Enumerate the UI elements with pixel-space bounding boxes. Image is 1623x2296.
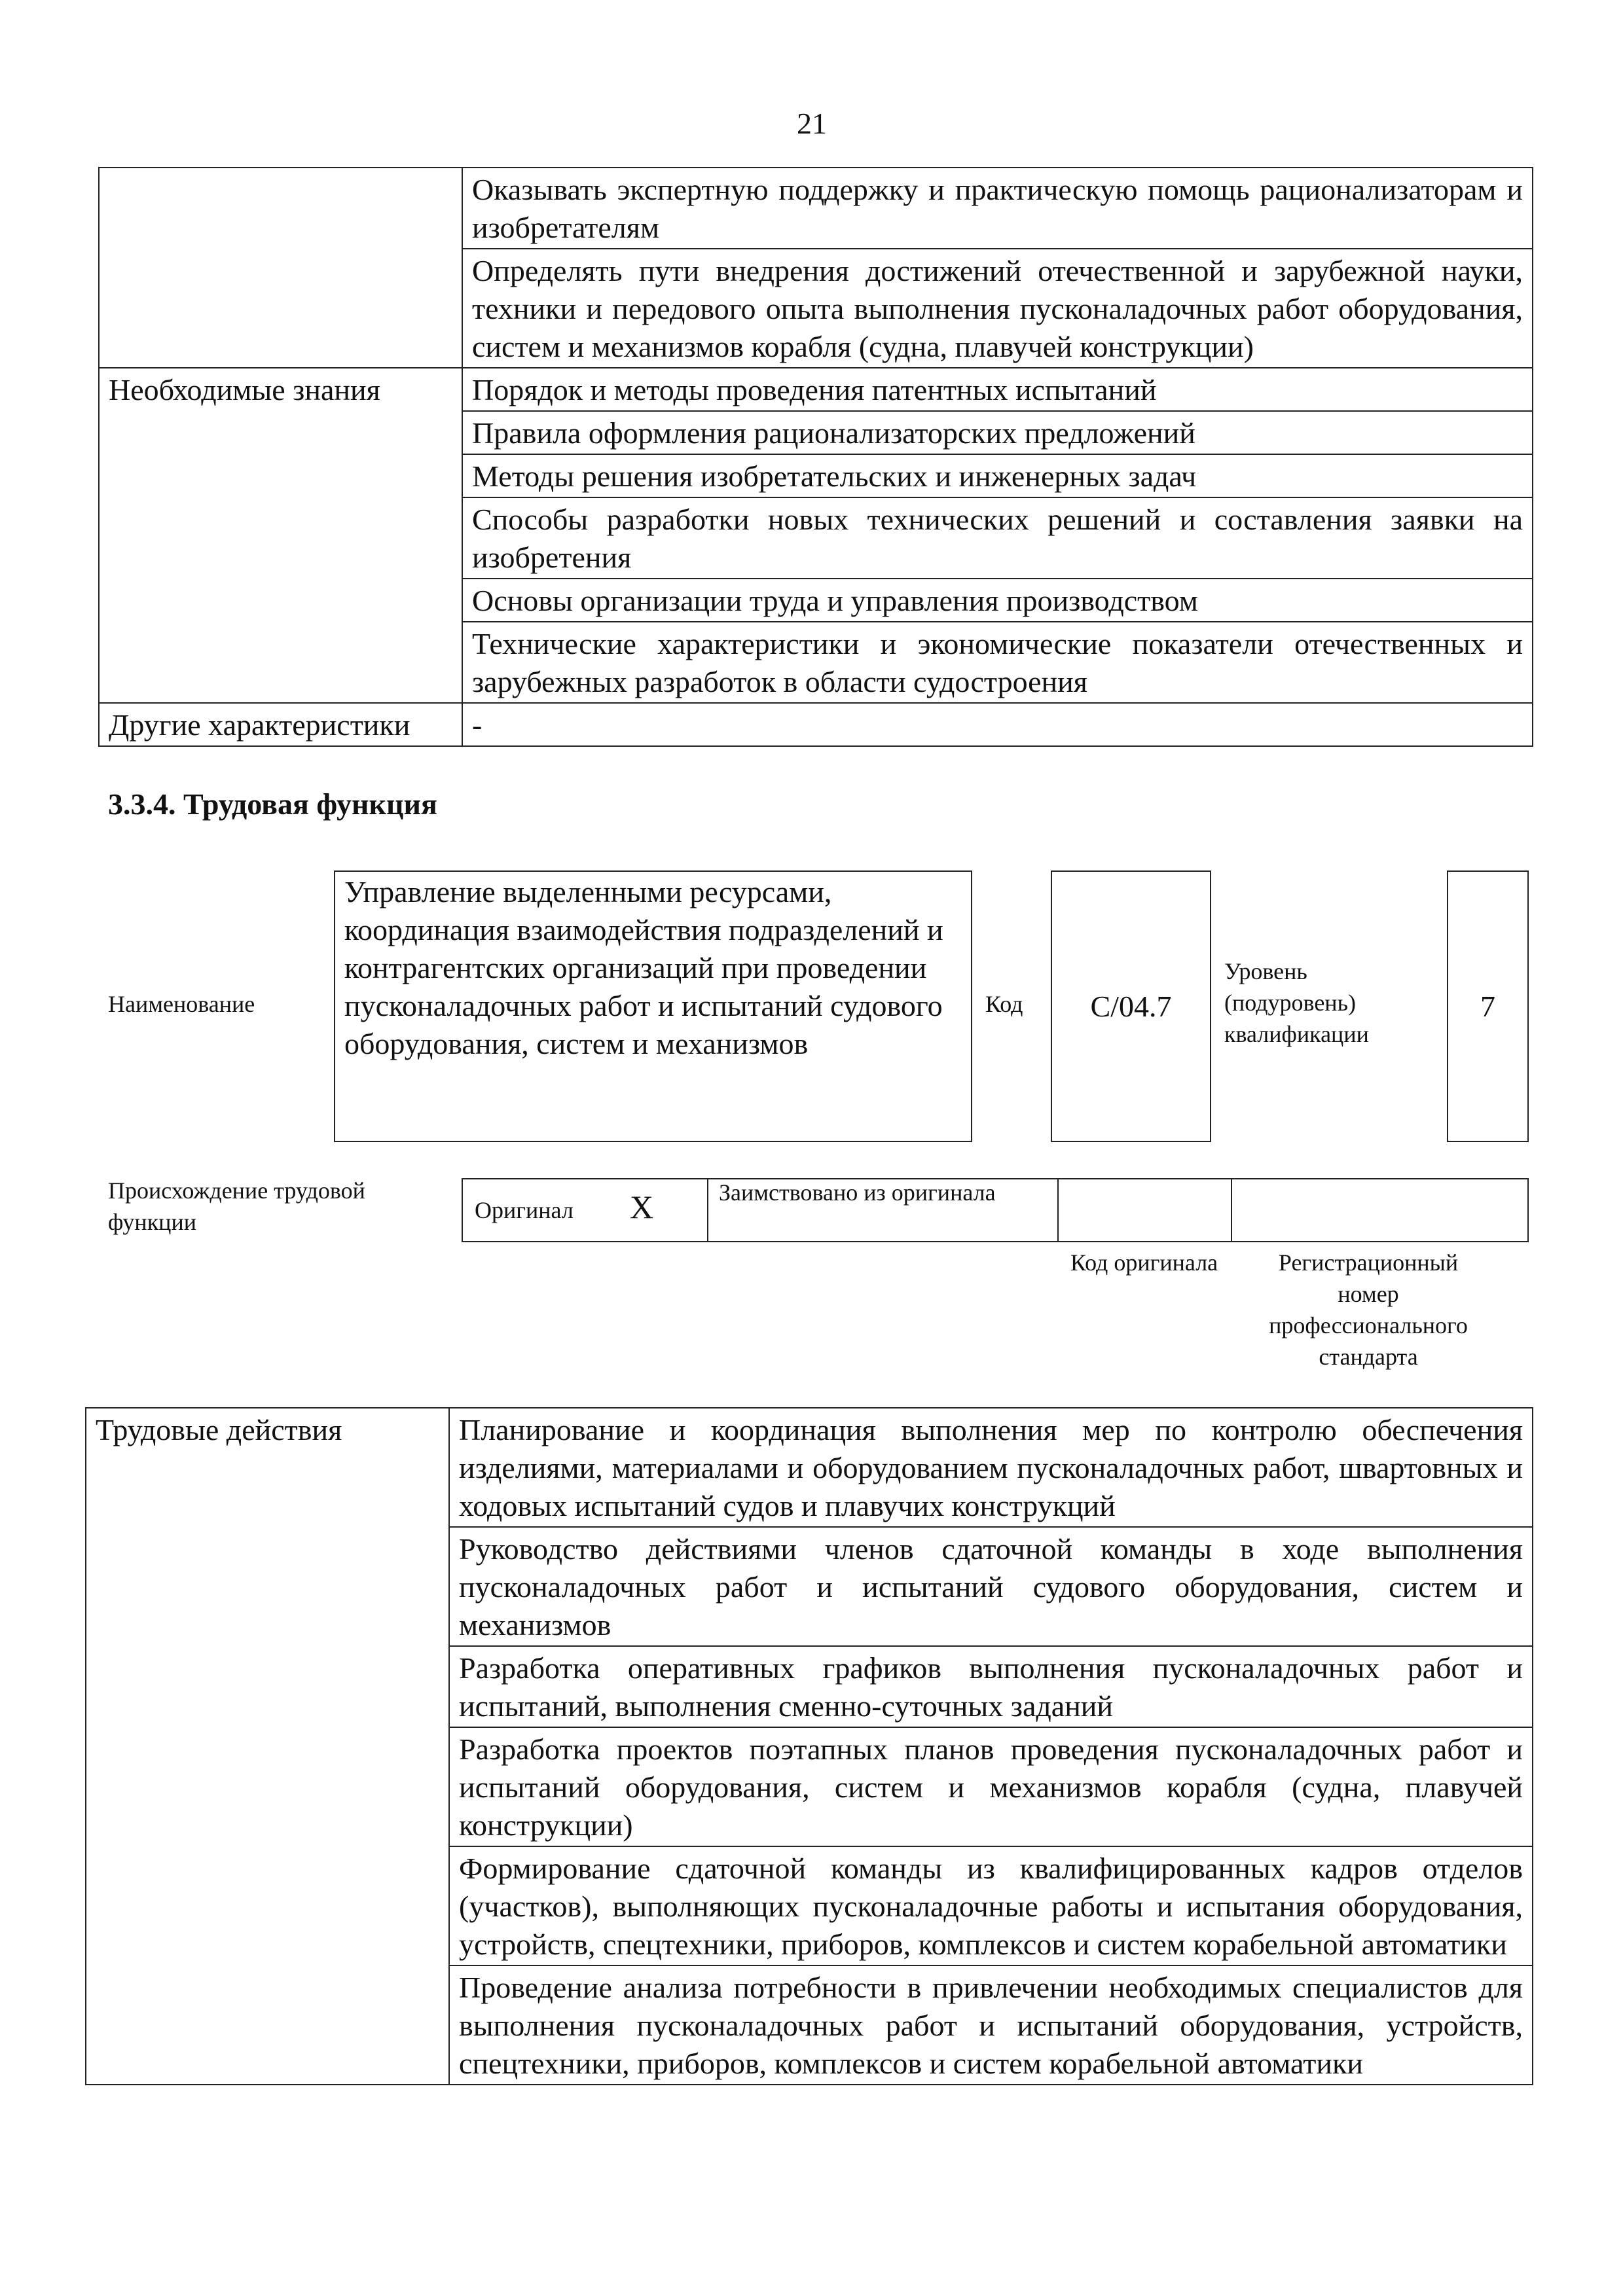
requirements-table (98, 167, 1533, 747)
other-value: - (462, 703, 1533, 746)
knowledge-item: Основы организации труда и управления производством (462, 579, 1533, 622)
actions-label: Трудовые действия (86, 1408, 449, 2085)
level-value: 7 (1480, 989, 1495, 1023)
knowledge-item: Технические характеристики и экономические показатели отечественных и зарубежных разработок в области судостроения (462, 622, 1533, 703)
function-name: Управление выделенными ресурсами, координация взаимодействия подразделений и контрагентских организаций при проведении пусконаладочных работ и испытаний судового оборудования, систем и механизмов (344, 875, 943, 1060)
action-item: Планирование и координация выполнения мер по контролю обеспечения изделиями, материалами и оборудованием пусконаладочных работ, швартовных и ходовых испытаний судов и плавучих конструкций (449, 1408, 1533, 1527)
borrowed-label: Заимствовано из оригинала (719, 1179, 996, 1206)
knowledge-item: Порядок и методы проведения патентных испытаний (462, 368, 1533, 411)
table-row (86, 1408, 1533, 1527)
actions-table (85, 1407, 1533, 2085)
action-item: Разработка проектов поэтапных планов проведения пусконаладочных работ и испытаний оборудования, систем и механизмов корабля (судна, плавучей конструкции) (449, 1727, 1533, 1846)
knowledge-label: Необходимые знания (99, 368, 462, 703)
knowledge-item: Правила оформления рационализаторских предложений (462, 411, 1533, 454)
other-label: Другие характеристики (99, 703, 462, 746)
code-label: Код (985, 991, 1023, 1017)
action-item: Проведение анализа потребности в привлечении необходимых специалистов для выполнения пусконаладочных работ и испытаний оборудования, устройств, спецтехники, приборов, комплексов и систем корабельной автоматики (449, 1965, 1533, 2085)
divider (1057, 1178, 1059, 1242)
function-code: C/04.7 (1090, 989, 1172, 1023)
table-row (99, 703, 1533, 746)
divider (1231, 1178, 1232, 1242)
section-title: 3.3.4. Трудовая функция (108, 787, 437, 821)
knowledge-item: Методы решения изобретательских и инженерных задач (462, 454, 1533, 497)
code-box (1051, 870, 1211, 1142)
level-label: Уровень (подуровень) квалификации (1224, 958, 1369, 1047)
skill-item: Определять пути внедрения достижений отечественной и зарубежной науки, техники и передового опыта выполнения пусконаладочных работ оборудования, систем и механизмов корабля (судна, плавучей конструкции) (462, 249, 1533, 368)
action-item: Руководство действиями членов сдаточной команды в ходе выполнения пусконаладочных работ и испытаний судового оборудования, систем и механизмов (449, 1527, 1533, 1646)
divider (707, 1178, 708, 1242)
level-box (1447, 870, 1529, 1142)
reg-number-caption: Регистрационный номер профессионального стандарта (1269, 1249, 1468, 1370)
knowledge-item: Способы разработки новых технических решений и составления заявки на изобретения (462, 497, 1533, 579)
action-item: Разработка оперативных графиков выполнения пусконаладочных работ и испытаний, выполнения сменно-суточных заданий (449, 1646, 1533, 1727)
page-number: 21 (797, 107, 827, 140)
action-item: Формирование сдаточной команды из квалифицированных кадров отделов (участков), выполняющих пусконаладочные работы и испытания оборудования, устройств, спецтехники, приборов, комплексов и систем корабельной автоматики (449, 1846, 1533, 1965)
skills-label-cell (99, 168, 462, 368)
table-row (99, 368, 1533, 411)
name-label: Наименование (108, 991, 255, 1017)
skill-item: Оказывать экспертную поддержку и практическую помощь рационализаторам и изобретателям (462, 168, 1533, 249)
original-mark: X (630, 1189, 654, 1225)
function-name-box (334, 870, 972, 1142)
table-row (99, 168, 1533, 249)
code-original-caption: Код оригинала (1070, 1249, 1218, 1276)
original-label: Оригинал (475, 1197, 574, 1223)
origin-label: Происхождение трудовой функции (108, 1177, 365, 1235)
